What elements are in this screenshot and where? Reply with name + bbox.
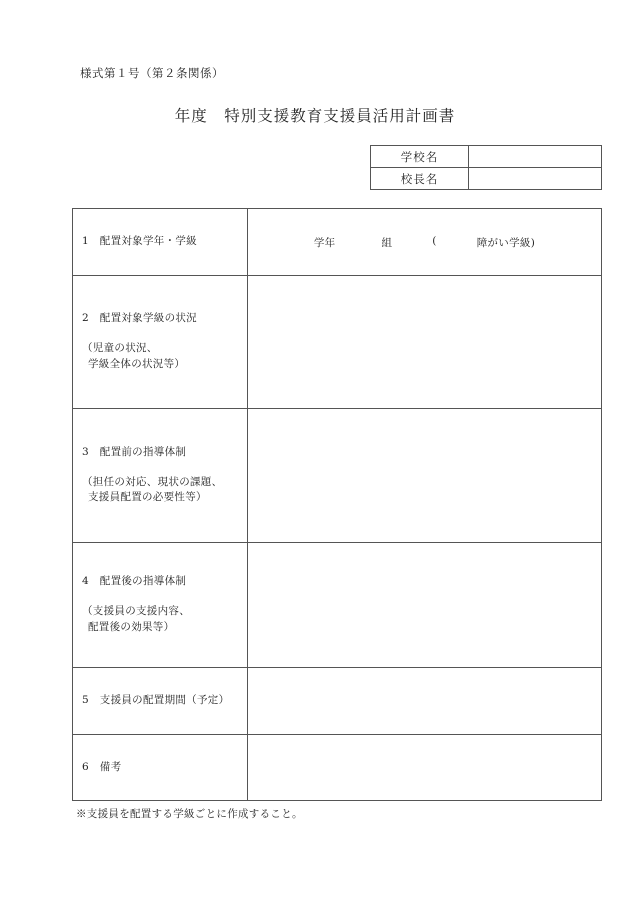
row-target-class (73, 209, 602, 276)
row-sub-line1: （担任の対応、現状の課題、 (82, 475, 223, 488)
row-remarks (73, 735, 602, 801)
class-status-field[interactable] (248, 276, 602, 409)
pre-guidance-field[interactable] (248, 409, 602, 543)
row-class-status (73, 276, 602, 409)
row-placement-period (73, 668, 602, 735)
grade-class-line (248, 235, 601, 250)
school-name-row (371, 146, 602, 168)
row-class-status-label (73, 276, 248, 409)
school-name-field[interactable] (469, 146, 602, 168)
row-label: 4 配置後の指導体制 (82, 575, 187, 588)
remarks-field[interactable] (248, 735, 602, 801)
post-guidance-field[interactable] (248, 543, 602, 668)
row-sub-line1: （支援員の支援内容、 (82, 605, 190, 618)
row-target-class-label (73, 209, 248, 276)
row-pre-guidance (73, 409, 602, 543)
row-sub-line1: （児童の状況、 (82, 342, 158, 355)
row-pre-guidance-label (73, 409, 248, 543)
open-paren: ( (432, 234, 437, 247)
row-sub-line2: 配置後の効果等） (88, 620, 175, 633)
principal-name-row (371, 168, 602, 190)
row-label: 2 配置対象学級の状況 (82, 312, 197, 325)
school-info-box (370, 145, 602, 190)
target-class-field[interactable] (248, 209, 602, 276)
row-label: 5 支援員の配置期間（予定） (82, 694, 230, 707)
row-label: 1 配置対象学年・学級 (82, 235, 197, 248)
principal-name-field[interactable] (469, 168, 602, 190)
row-label: 6 備考 (82, 760, 122, 773)
row-sub-line2: 学級全体の状況等） (88, 357, 186, 370)
footnote: ※支援員を配置する学級ごとに作成すること。 (76, 808, 303, 820)
row-post-guidance (73, 543, 602, 668)
plan-table (72, 208, 602, 801)
row-label: 3 配置前の指導体制 (82, 445, 187, 458)
row-remarks-label (73, 735, 248, 801)
placement-period-field[interactable] (248, 668, 602, 735)
row-placement-period-label (73, 668, 248, 735)
document-title: 年度 特別支援教育支援員活用計画書 (174, 107, 456, 125)
grade-suffix: 学年 (313, 236, 336, 249)
disability-class-label: 障がい学級) (476, 236, 536, 249)
school-name-label: 学校名 (371, 146, 469, 168)
row-post-guidance-label (73, 543, 248, 668)
row-sub-line2: 支援員配置の必要性等） (88, 491, 207, 504)
form-number: 様式第１号（第２条関係） (80, 66, 224, 80)
class-suffix: 組 (381, 236, 393, 249)
principal-name-label: 校長名 (371, 168, 469, 190)
